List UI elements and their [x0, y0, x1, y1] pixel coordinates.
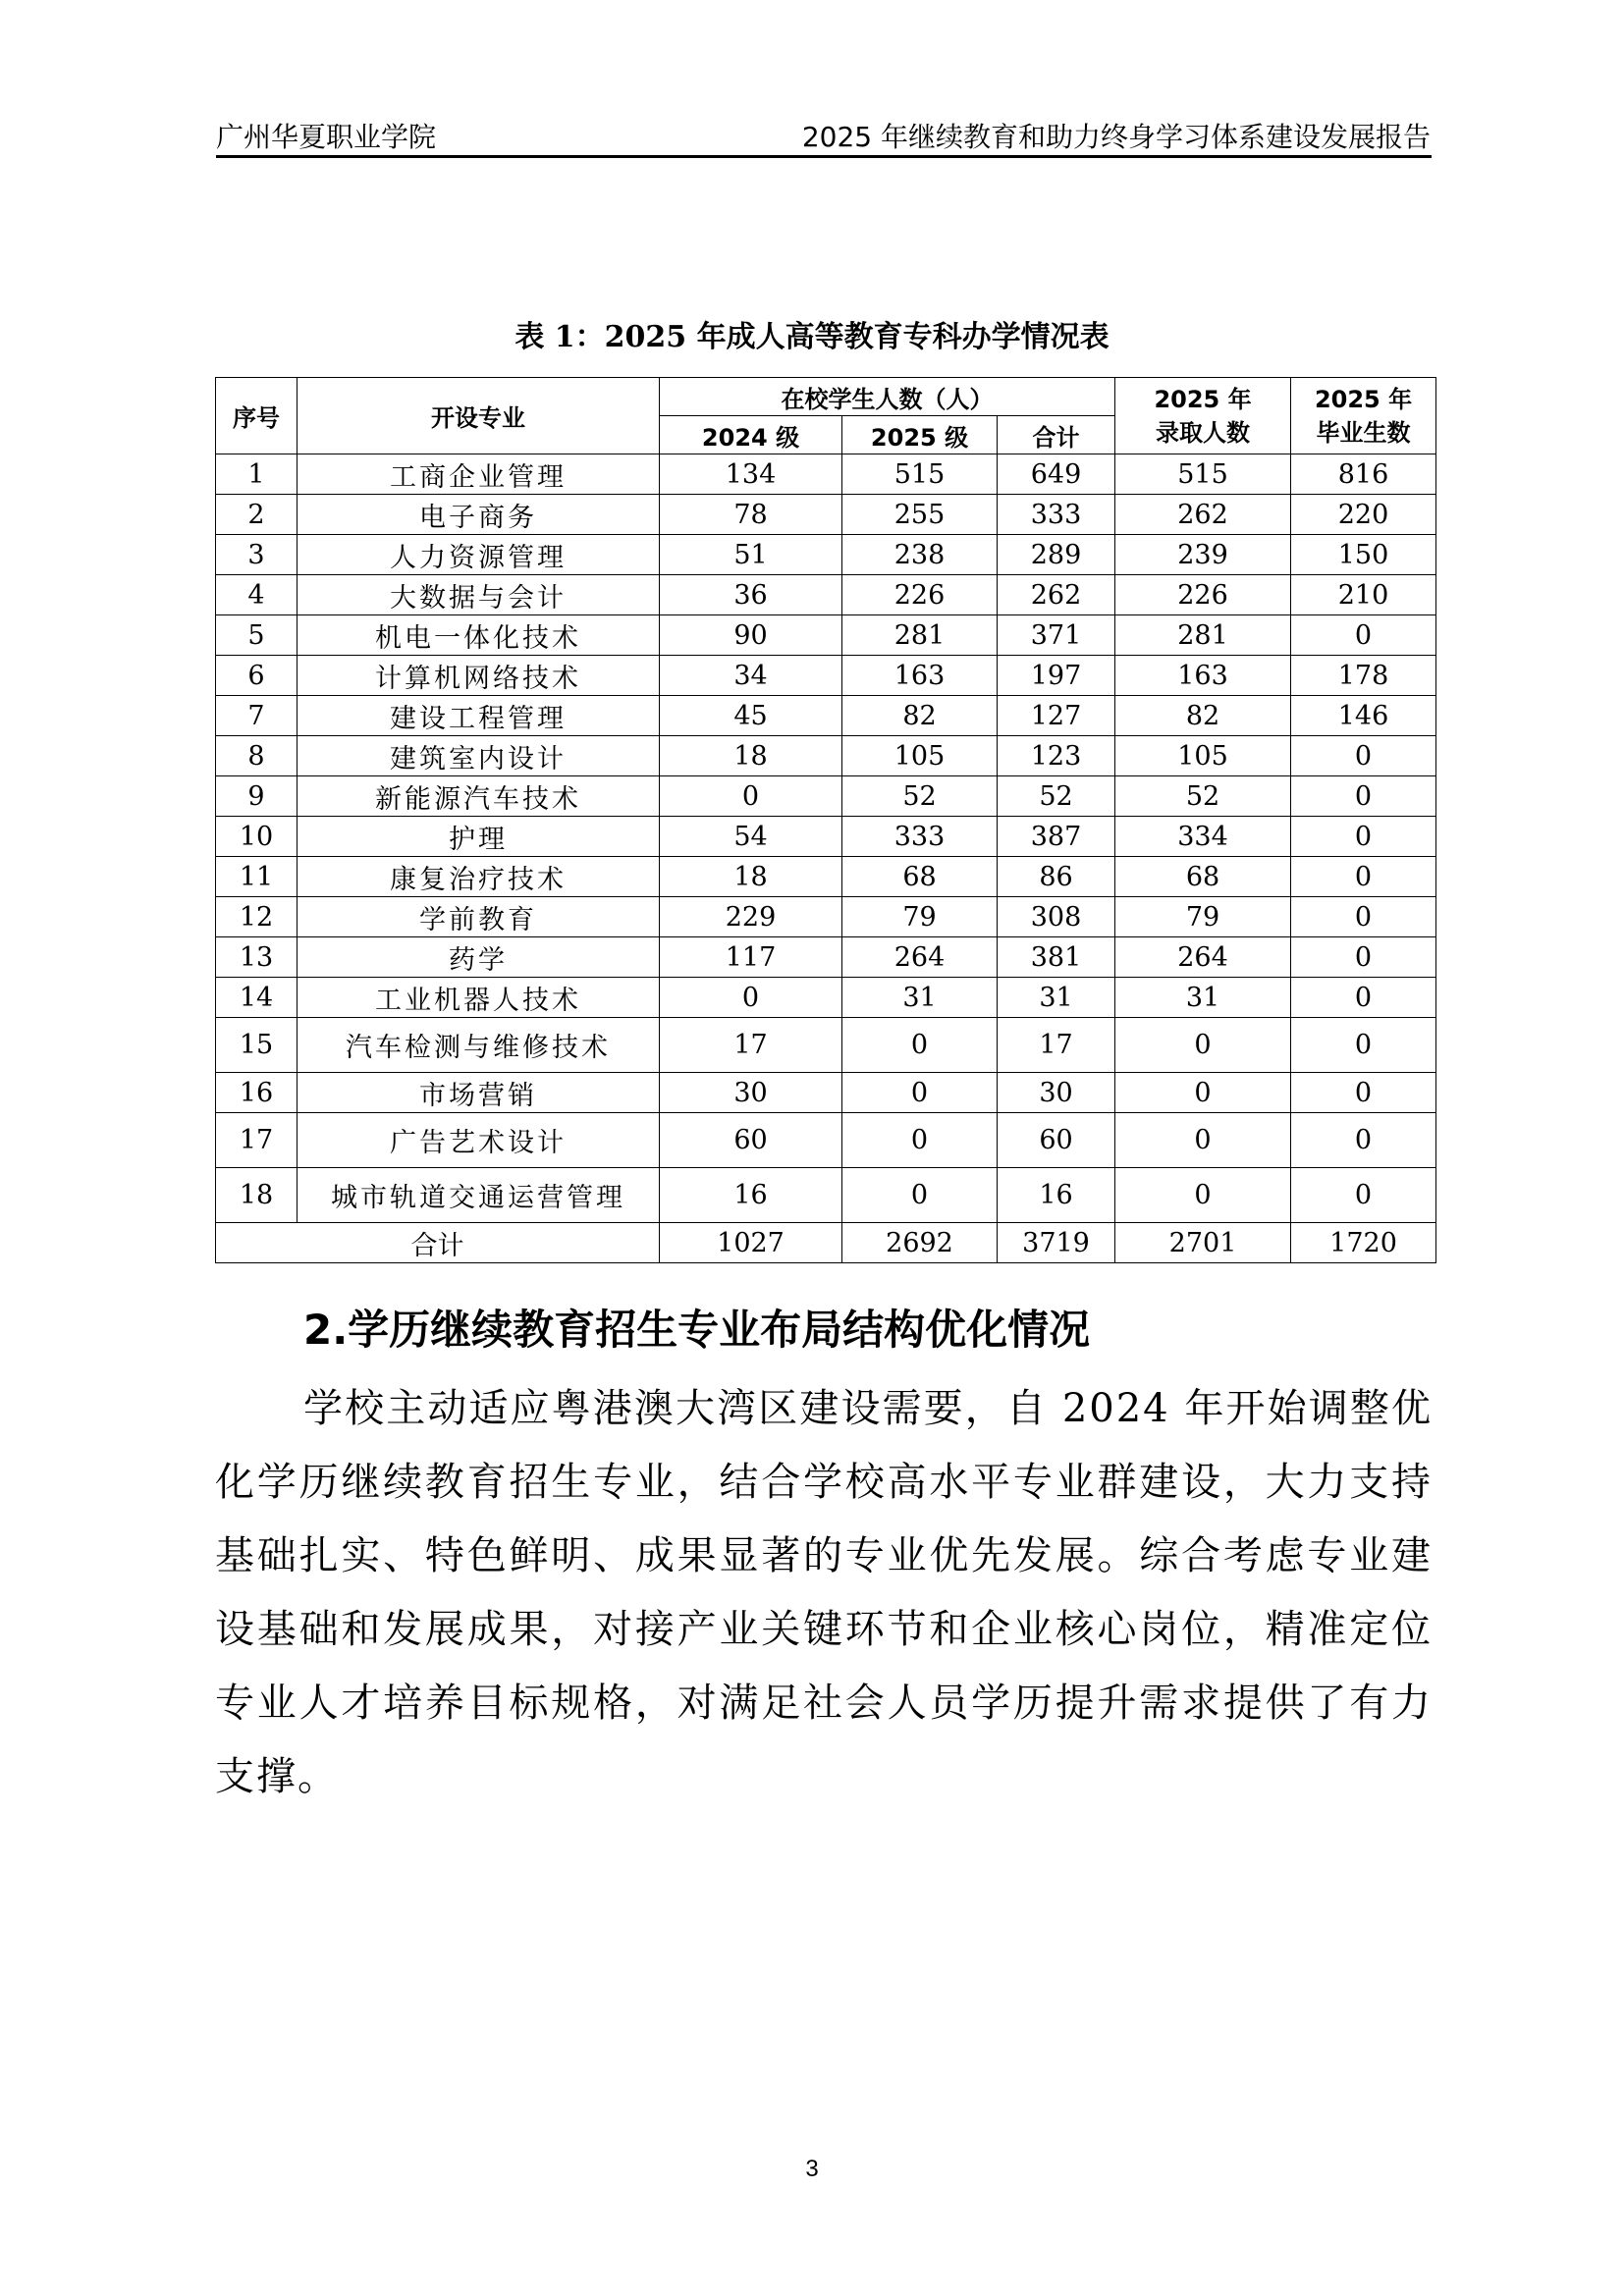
row-subtotal-cell: 387 — [998, 817, 1115, 857]
row-major-cell: 大数据与会计 — [298, 575, 660, 615]
row-grade-2025-cell: 0 — [842, 1168, 998, 1223]
table-row — [216, 937, 1436, 978]
total-label-cell: 合计 — [216, 1223, 660, 1263]
header-graduates — [1291, 378, 1436, 454]
header-subtotal: 合计 — [998, 416, 1115, 454]
row-grade-2025-cell: 281 — [842, 615, 998, 656]
row-subtotal-cell: 52 — [998, 776, 1115, 817]
row-major-cell: 工商企业管理 — [298, 454, 660, 495]
row-grade-2024-cell: 134 — [660, 454, 842, 495]
row-admitted-cell: 105 — [1115, 736, 1291, 776]
row-subtotal-cell: 31 — [998, 978, 1115, 1018]
row-grade-2025-cell: 68 — [842, 857, 998, 897]
table-row — [216, 1113, 1436, 1168]
row-major-cell: 电子商务 — [298, 495, 660, 535]
row-admitted-cell: 281 — [1115, 615, 1291, 656]
row-graduates-cell: 0 — [1291, 615, 1436, 656]
row-graduates-cell: 0 — [1291, 817, 1436, 857]
row-admitted-cell: 264 — [1115, 937, 1291, 978]
row-graduates-cell: 0 — [1291, 1018, 1436, 1073]
row-index-cell: 4 — [216, 575, 298, 615]
row-subtotal-cell: 333 — [998, 495, 1115, 535]
row-grade-2024-cell: 18 — [660, 736, 842, 776]
total-graduates-cell: 1720 — [1291, 1223, 1436, 1263]
total-admitted-cell: 2701 — [1115, 1223, 1291, 1263]
row-graduates-cell: 0 — [1291, 1113, 1436, 1168]
row-graduates-cell: 0 — [1291, 1168, 1436, 1223]
header-grade-2025: 2025 级 — [842, 416, 998, 454]
header-admitted — [1115, 378, 1291, 454]
row-subtotal-cell: 60 — [998, 1113, 1115, 1168]
row-major-cell: 市场营销 — [298, 1073, 660, 1113]
header-major: 开设专业 — [298, 378, 660, 454]
row-index-cell: 12 — [216, 897, 298, 937]
header-graduates-label: 毕业生数 — [1316, 418, 1411, 447]
row-major-cell: 建设工程管理 — [298, 696, 660, 736]
row-grade-2025-cell: 82 — [842, 696, 998, 736]
table-row — [216, 1168, 1436, 1223]
row-major-cell: 汽车检测与维修技术 — [298, 1018, 660, 1073]
page-number: 3 — [805, 2156, 819, 2182]
row-graduates-cell: 0 — [1291, 937, 1436, 978]
row-subtotal-cell: 262 — [998, 575, 1115, 615]
row-subtotal-cell: 381 — [998, 937, 1115, 978]
row-admitted-cell: 515 — [1115, 454, 1291, 495]
row-subtotal-cell: 30 — [998, 1073, 1115, 1113]
row-admitted-cell: 31 — [1115, 978, 1291, 1018]
table-row — [216, 535, 1436, 575]
header-enrolled-group: 在校学生人数（人） — [660, 378, 1115, 416]
row-grade-2025-cell: 52 — [842, 776, 998, 817]
row-major-cell: 康复治疗技术 — [298, 857, 660, 897]
row-subtotal-cell: 197 — [998, 656, 1115, 696]
row-index-cell: 2 — [216, 495, 298, 535]
total-subtotal-cell: 3719 — [998, 1223, 1115, 1263]
table-row — [216, 1073, 1436, 1113]
row-grade-2025-cell: 31 — [842, 978, 998, 1018]
row-subtotal-cell: 127 — [998, 696, 1115, 736]
row-index-cell: 14 — [216, 978, 298, 1018]
row-index-cell: 9 — [216, 776, 298, 817]
row-grade-2025-cell: 238 — [842, 535, 998, 575]
section-paragraph: 学校主动适应粤港澳大湾区建设需要，自 2024 年开始调整优化学历继续教育招生专业，结合学校高水平专业群建设，大力支持基础扎实、特色鲜明、成果显著的专业优先发展。综合考虑专业建设基础和发展成果，对接产业关键环节和企业核心岗位，精准定位专业人才培养目标规格，对满足社会人员学历提升需求提供了有力支撑。 — [215, 1386, 1433, 1799]
row-grade-2024-cell: 30 — [660, 1073, 842, 1113]
row-grade-2025-cell: 0 — [842, 1018, 998, 1073]
row-grade-2024-cell: 18 — [660, 857, 842, 897]
row-grade-2025-cell: 0 — [842, 1113, 998, 1168]
row-subtotal-cell: 86 — [998, 857, 1115, 897]
row-grade-2024-cell: 229 — [660, 897, 842, 937]
row-grade-2024-cell: 36 — [660, 575, 842, 615]
row-major-cell: 建筑室内设计 — [298, 736, 660, 776]
header-graduates-year: 2025 年 — [1314, 385, 1413, 413]
table-row — [216, 575, 1436, 615]
row-major-cell: 城市轨道交通运营管理 — [298, 1168, 660, 1223]
total-grade-2025-cell: 2692 — [842, 1223, 998, 1263]
table-row — [216, 857, 1436, 897]
row-index-cell: 1 — [216, 454, 298, 495]
table-row — [216, 656, 1436, 696]
row-major-cell: 人力资源管理 — [298, 535, 660, 575]
header-admitted-label: 录取人数 — [1156, 418, 1251, 447]
row-graduates-cell: 178 — [1291, 656, 1436, 696]
row-index-cell: 16 — [216, 1073, 298, 1113]
row-graduates-cell: 0 — [1291, 978, 1436, 1018]
table-row — [216, 817, 1436, 857]
section-heading: 2.学历继续教育招生专业布局结构优化情况 — [303, 1306, 1091, 1354]
row-subtotal-cell: 308 — [998, 897, 1115, 937]
row-grade-2025-cell: 105 — [842, 736, 998, 776]
row-subtotal-cell: 649 — [998, 454, 1115, 495]
row-admitted-cell: 79 — [1115, 897, 1291, 937]
row-subtotal-cell: 289 — [998, 535, 1115, 575]
row-admitted-cell: 163 — [1115, 656, 1291, 696]
table-total-row — [216, 1223, 1436, 1263]
row-major-cell: 广告艺术设计 — [298, 1113, 660, 1168]
row-admitted-cell: 334 — [1115, 817, 1291, 857]
row-grade-2025-cell: 226 — [842, 575, 998, 615]
row-grade-2025-cell: 79 — [842, 897, 998, 937]
row-subtotal-cell: 371 — [998, 615, 1115, 656]
row-index-cell: 5 — [216, 615, 298, 656]
row-grade-2024-cell: 34 — [660, 656, 842, 696]
table-row — [216, 615, 1436, 656]
table-row — [216, 897, 1436, 937]
row-grade-2025-cell: 0 — [842, 1073, 998, 1113]
row-admitted-cell: 0 — [1115, 1113, 1291, 1168]
table-row — [216, 454, 1436, 495]
row-index-cell: 10 — [216, 817, 298, 857]
table-row — [216, 736, 1436, 776]
row-index-cell: 11 — [216, 857, 298, 897]
table-row — [216, 776, 1436, 817]
row-admitted-cell: 0 — [1115, 1073, 1291, 1113]
table-row — [216, 696, 1436, 736]
row-index-cell: 7 — [216, 696, 298, 736]
row-subtotal-cell: 123 — [998, 736, 1115, 776]
row-graduates-cell: 0 — [1291, 776, 1436, 817]
row-major-cell: 机电一体化技术 — [298, 615, 660, 656]
row-major-cell: 工业机器人技术 — [298, 978, 660, 1018]
row-admitted-cell: 0 — [1115, 1168, 1291, 1223]
row-grade-2024-cell: 45 — [660, 696, 842, 736]
row-index-cell: 13 — [216, 937, 298, 978]
row-admitted-cell: 0 — [1115, 1018, 1291, 1073]
header-school-name: 广州华夏职业学院 — [216, 121, 437, 153]
row-subtotal-cell: 16 — [998, 1168, 1115, 1223]
row-graduates-cell: 0 — [1291, 1073, 1436, 1113]
row-grade-2025-cell: 264 — [842, 937, 998, 978]
row-admitted-cell: 226 — [1115, 575, 1291, 615]
row-graduates-cell: 0 — [1291, 857, 1436, 897]
header-grade-2024: 2024 级 — [660, 416, 842, 454]
row-major-cell: 学前教育 — [298, 897, 660, 937]
row-graduates-cell: 150 — [1291, 535, 1436, 575]
table-row — [216, 495, 1436, 535]
row-grade-2024-cell: 90 — [660, 615, 842, 656]
row-grade-2024-cell: 17 — [660, 1018, 842, 1073]
header-report-title: 2025 年继续教育和助力终身学习体系建设发展报告 — [801, 121, 1431, 153]
total-grade-2024-cell: 1027 — [660, 1223, 842, 1263]
row-admitted-cell: 262 — [1115, 495, 1291, 535]
row-graduates-cell: 210 — [1291, 575, 1436, 615]
row-major-cell: 护理 — [298, 817, 660, 857]
row-grade-2025-cell: 515 — [842, 454, 998, 495]
row-index-cell: 18 — [216, 1168, 298, 1223]
row-grade-2025-cell: 333 — [842, 817, 998, 857]
header-index: 序号 — [216, 378, 298, 454]
row-major-cell: 计算机网络技术 — [298, 656, 660, 696]
row-grade-2024-cell: 51 — [660, 535, 842, 575]
row-grade-2024-cell: 0 — [660, 978, 842, 1018]
row-admitted-cell: 239 — [1115, 535, 1291, 575]
row-admitted-cell: 52 — [1115, 776, 1291, 817]
row-admitted-cell: 82 — [1115, 696, 1291, 736]
table-row — [216, 1018, 1436, 1073]
row-graduates-cell: 220 — [1291, 495, 1436, 535]
table-body — [216, 454, 1436, 1263]
header-admitted-year: 2025 年 — [1154, 385, 1252, 413]
row-grade-2025-cell: 163 — [842, 656, 998, 696]
row-grade-2024-cell: 54 — [660, 817, 842, 857]
row-major-cell: 新能源汽车技术 — [298, 776, 660, 817]
row-index-cell: 8 — [216, 736, 298, 776]
row-admitted-cell: 68 — [1115, 857, 1291, 897]
row-graduates-cell: 0 — [1291, 736, 1436, 776]
row-grade-2024-cell: 0 — [660, 776, 842, 817]
table-caption: 表 1：2025 年成人高等教育专科办学情况表 — [514, 320, 1110, 354]
row-grade-2024-cell: 78 — [660, 495, 842, 535]
header-divider — [216, 155, 1432, 158]
enrollment-table — [215, 377, 1436, 1263]
row-grade-2024-cell: 117 — [660, 937, 842, 978]
row-graduates-cell: 0 — [1291, 897, 1436, 937]
row-grade-2024-cell: 16 — [660, 1168, 842, 1223]
row-subtotal-cell: 17 — [998, 1018, 1115, 1073]
row-index-cell: 17 — [216, 1113, 298, 1168]
row-grade-2024-cell: 60 — [660, 1113, 842, 1168]
row-graduates-cell: 816 — [1291, 454, 1436, 495]
row-index-cell: 3 — [216, 535, 298, 575]
row-index-cell: 6 — [216, 656, 298, 696]
row-index-cell: 15 — [216, 1018, 298, 1073]
table-row — [216, 978, 1436, 1018]
row-major-cell: 药学 — [298, 937, 660, 978]
row-grade-2025-cell: 255 — [842, 495, 998, 535]
row-graduates-cell: 146 — [1291, 696, 1436, 736]
